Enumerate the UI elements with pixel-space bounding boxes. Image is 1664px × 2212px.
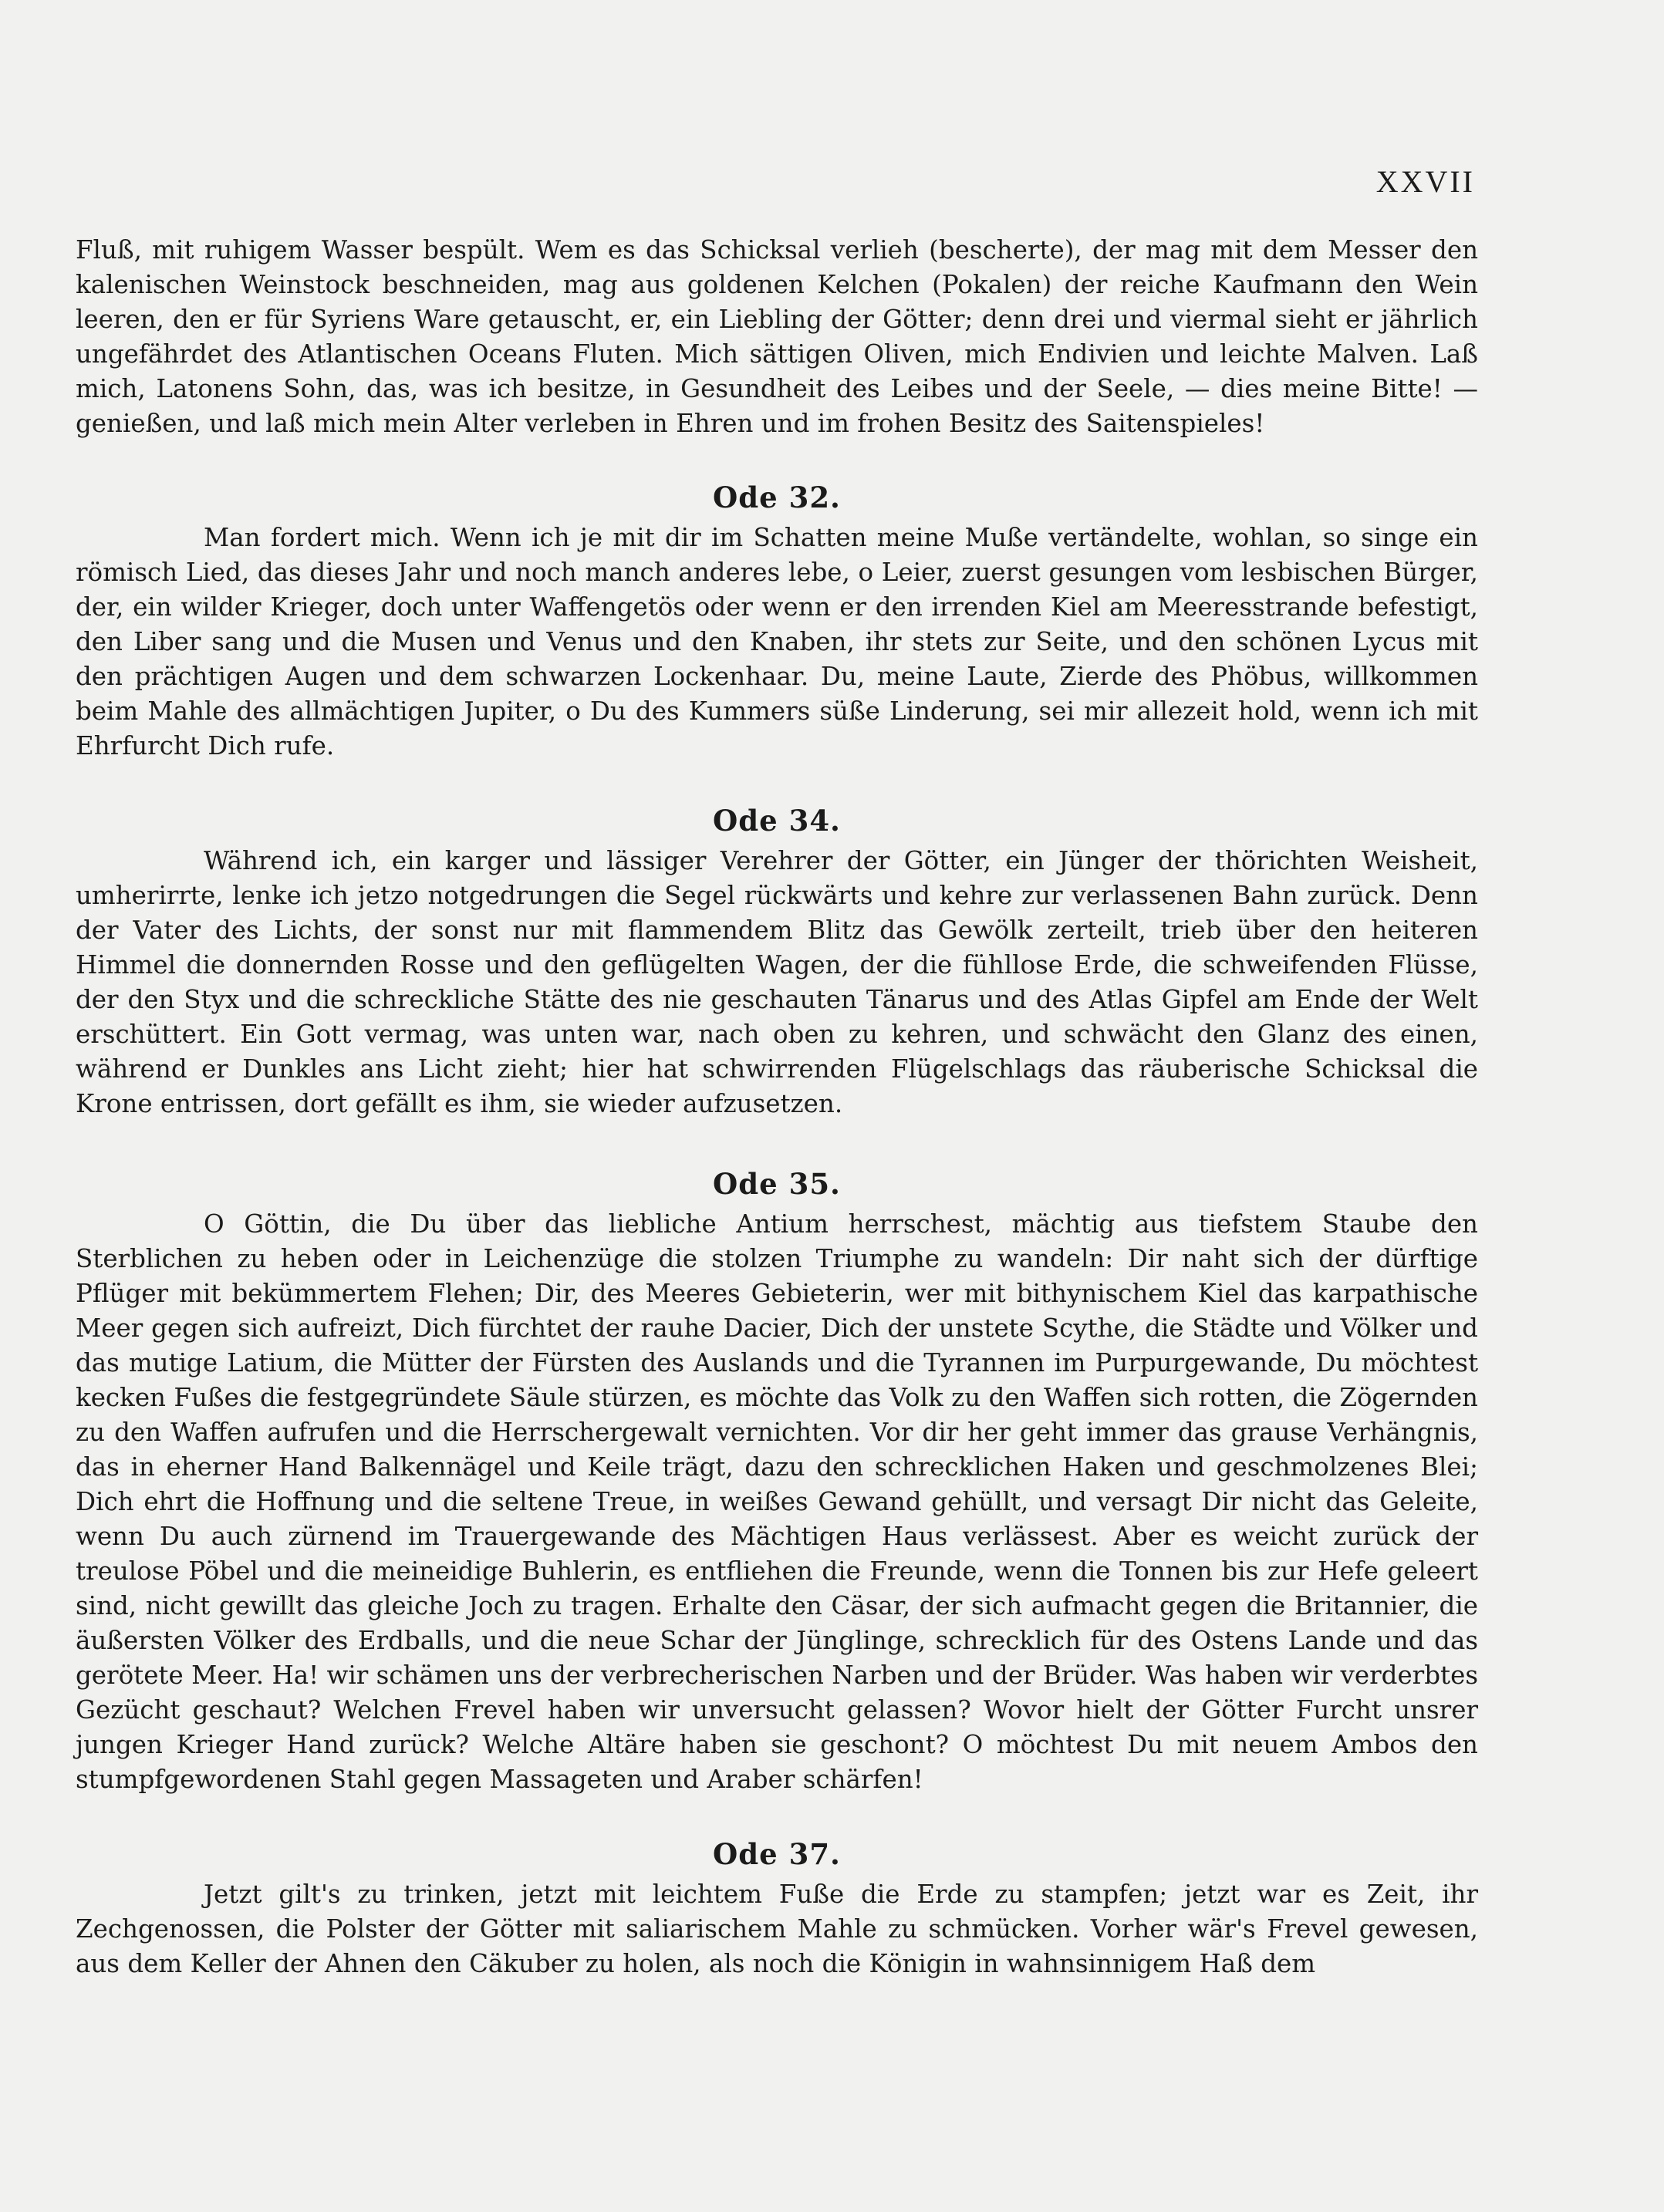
ode-heading: Ode 32. bbox=[713, 481, 841, 514]
ode-34-section bbox=[76, 797, 1478, 1121]
intro-section bbox=[76, 233, 1478, 441]
ode-paragraph: Während ich, ein karger und lässiger Verehrer der Götter, ein Jünger der thörichten Weisheit, umherirrte, lenke ich jetzo notgedrungen die Segel rückwärts und kehre zur verlassenen Bahn zurück. Denn der Vater des Lichts, der sonst nur mit flammendem Blitz das Gewölk zerteilt, trieb über den heiteren Himmel die donnernden Rosse und den geflügelten Wagen, der die fühllose Erde, die schweifenden Flüsse, der den Styx und die schreckliche Stätte des nie geschauten Tänarus und des Atlas Gipfel am Ende der Welt erschüttert. Ein Gott vermag, was unten war, nach oben zu kehren, und schwächt den Glanz des einen, während er Dunkles ans Licht zieht; hier hat schwirrenden Flügelschlags das räuberische Schicksal die Krone entrissen, dort gefällt es ihm, sie wieder aufzusetzen. bbox=[76, 846, 1478, 1118]
page-number: XXVII bbox=[1375, 164, 1475, 199]
ode-paragraph: Man fordert mich. Wenn ich je mit dir im Schatten meine Muße vertändelte, wohlan, so singe ein römisch Lied, das dieses Jahr und noch manch anderes lebe, o Leier, zuerst gesungen vom lesbischen Bürger, der, ein wilder Krieger, doch unter Waffengetös oder wenn er den irrenden Kiel am Meeresstrande befestigt, den Liber sang und die Musen und Venus und den Knaben, ihr stets zur Seite, und den schönen Lycus mit den prächtigen Augen und dem schwarzen Lockenhaar. Du, meine Laute, Zierde des Phöbus, willkommen beim Mahle des allmächtigen Jupiter, o Du des Kummers süße Linderung, sei mir allezeit hold, wenn ich mit Ehrfurcht Dich rufe. bbox=[76, 523, 1478, 760]
ode-35-section bbox=[76, 1161, 1478, 1797]
ode-paragraph: Jetzt gilt's zu trinken, jetzt mit leichtem Fuße die Erde zu stampfen; jetzt war es Zeit, ihr Zechgenossen, die Polster der Götter mit saliarischem Mahle zu schmücken. Vorher wär's Frevel gewesen, aus dem Keller der Ahnen den Cäkuber zu holen, als noch die Königin in wahnsinnigem Haß dem bbox=[76, 1880, 1478, 1978]
ode-heading: Ode 34. bbox=[713, 804, 841, 838]
ode-37-section bbox=[76, 1831, 1478, 1981]
intro-paragraph: Fluß, mit ruhigem Wasser bespült. Wem es das Schicksal verlieh (bescherte), der mag mit dem Messer den kalenischen Weinstock beschneiden, mag aus goldenen Kelchen (Pokalen) der reiche Kaufmann den Wein leeren, den er für Syriens Ware getauscht, er, ein Liebling der Götter; denn drei und viermal sieht er jährlich ungefährdet des Atlantischen Oceans Fluten. Mich sättigen Oliven, mich Endivien und leichte Malven. Laß mich, Latonens Sohn, das, was ich besitze, in Gesundheit des Leibes und der Seele, — dies meine Bitte! — genießen, und laß mich mein Alter verleben in Ehren und im frohen Besitz des Saitenspieles! bbox=[76, 235, 1478, 438]
ode-heading: Ode 35. bbox=[713, 1167, 841, 1201]
ode-32-section bbox=[76, 474, 1478, 764]
ode-heading: Ode 37. bbox=[713, 1837, 841, 1871]
ode-paragraph: O Göttin, die Du über das liebliche Antium herrschest, mächtig aus tiefstem Staube den Sterblichen zu heben oder in Leichenzüge die stolzen Triumphe zu wandeln: Dir naht sich der dürftige Pflüger mit bekümmertem Flehen; Dir, des Meeres Gebieterin, wer mit bithynischem Kiel das karpathische Meer gegen sich aufreizt, Dich fürchtet der rauhe Dacier, Dich der unstete Scythe, die Städte und Völker und das mutige Latium, die Mütter der Fürsten des Auslands und die Tyrannen im Purpurgewande, Du möchtest kecken Fußes die festgegründete Säule stürzen, es möchte das Volk zu den Waffen sich rotten, die Zögernden zu den Waffen aufrufen und die Herrschergewalt vernichten. Vor dir her geht immer das grause Verhängnis, das in eherner Hand Balkennägel und Keile trägt, dazu den schrecklichen Haken und geschmolzenes Blei; Dich ehrt die Hoffnung und die seltene Treue, in weißes Gewand gehüllt, und versagt Dir nicht das Geleite, wenn Du auch zürnend im Trauergewande des Mächtigen Haus verlässest. Aber es weicht zurück der treulose Pöbel und die meineidige Buhlerin, es entfliehen die Freunde, wenn die Tonnen bis zur Hefe geleert sind, nicht gewillt das gleiche Joch zu tragen. Erhalte den Cäsar, der sich aufmacht gegen die Britannier, die äußersten Völker des Erdballs, und die neue Schar der Jünglinge, schrecklich für des Ostens Lande und das gerötete Meer. Ha! wir schämen uns der verbrecherischen Narben und der Brüder. Was haben wir verderbtes Gezücht geschaut? Welchen Frevel haben wir unversucht gelassen? Wovor hielt der Götter Furcht unsrer jungen Krieger Hand zurück? Welche Altäre haben sie geschont? O möchtest Du mit neuem Ambos den stumpfgewordenen Stahl gegen Massageten und Araber schärfen! bbox=[76, 1209, 1478, 1794]
